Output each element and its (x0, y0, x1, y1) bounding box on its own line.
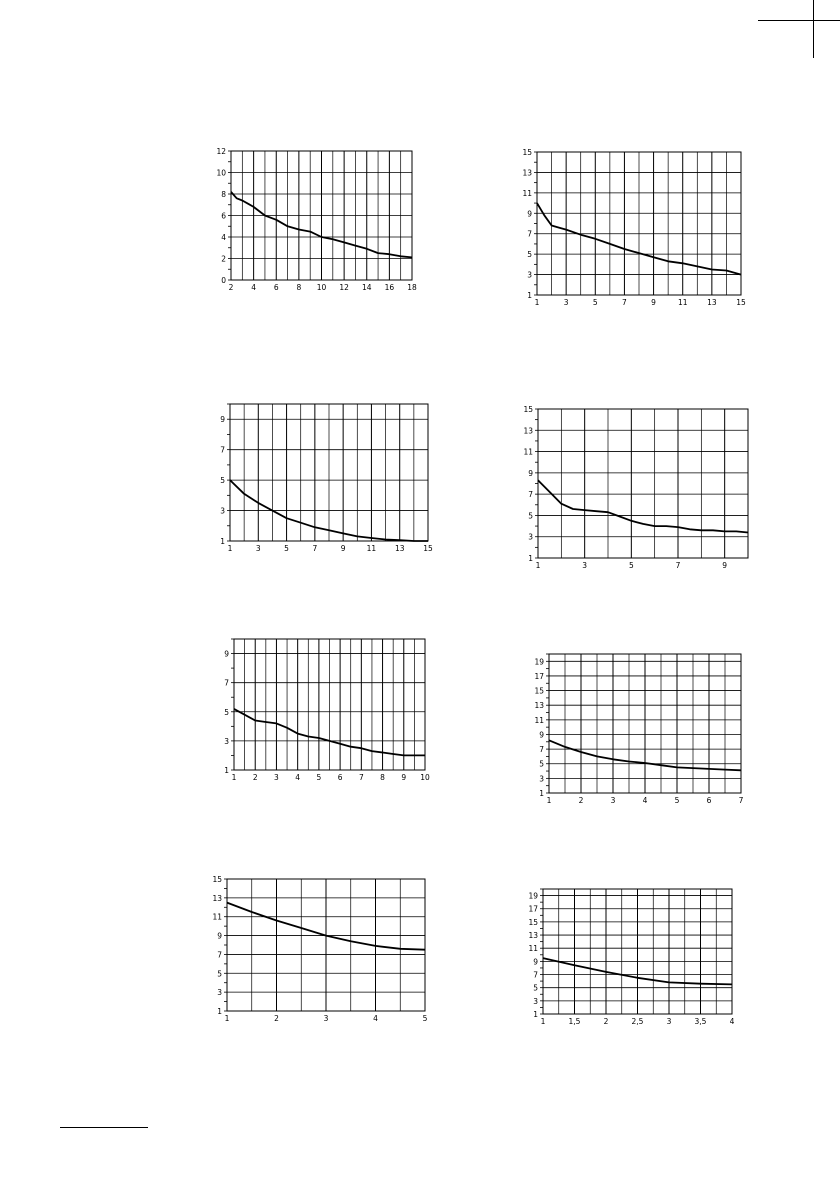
x-tick-label: 6 (337, 773, 343, 782)
y-tick-label: 1 (224, 766, 229, 775)
x-tick-label: 4 (642, 796, 648, 805)
x-tick-label: 1,5 (568, 1017, 581, 1026)
y-tick-label: 11 (534, 715, 544, 725)
x-tick-label: 1 (535, 561, 541, 570)
x-tick-label: 16 (384, 283, 395, 292)
y-tick-label: 17 (534, 671, 544, 681)
x-tick-label: 4 (251, 283, 257, 292)
x-tick-label: 12 (339, 283, 349, 292)
chart-7 (210, 873, 435, 1035)
chart-4 (508, 403, 753, 576)
y-tick-label: 9 (528, 468, 533, 478)
y-tick-label: 3 (224, 736, 229, 746)
y-tick-label: 3 (528, 532, 533, 542)
x-tick-label: 3,5 (694, 1017, 707, 1026)
y-tick-label: 1 (533, 1010, 538, 1019)
y-tick-label: 5 (528, 511, 533, 521)
chart-1 (205, 145, 425, 300)
y-tick-label: 15 (212, 875, 222, 884)
chart-5 (215, 633, 435, 793)
x-tick-label: 7 (675, 561, 681, 570)
y-tick-label: 13 (522, 168, 532, 178)
y-tick-label: 15 (523, 405, 533, 414)
y-tick-label: 7 (217, 950, 222, 960)
x-tick-label: 1 (540, 1017, 546, 1026)
footer-rule (60, 1127, 148, 1128)
series-line (538, 480, 748, 532)
chart-2 (508, 146, 748, 318)
x-tick-label: 5 (284, 544, 289, 553)
x-tick-label: 5 (674, 796, 680, 805)
y-tick-label: 6 (221, 211, 226, 221)
y-tick-label: 1 (528, 554, 533, 563)
x-tick-label: 1 (224, 1014, 230, 1023)
y-tick-label: 7 (220, 445, 225, 455)
x-tick-label: 8 (296, 283, 302, 292)
y-tick-label: 7 (533, 970, 538, 980)
plot-frame (538, 409, 748, 558)
y-tick-label: 9 (220, 415, 225, 425)
y-tick-label: 3 (539, 774, 544, 784)
y-tick-label: 10 (216, 168, 226, 178)
y-tick-label: 7 (539, 745, 544, 755)
y-tick-label: 13 (523, 426, 533, 436)
y-tick-label: 3 (220, 506, 225, 516)
x-tick-label: 10 (316, 283, 327, 292)
y-tick-label: 3 (217, 988, 222, 998)
y-tick-label: 4 (221, 233, 226, 242)
y-tick-label: 5 (539, 759, 544, 769)
y-tick-label: 5 (533, 983, 538, 993)
y-tick-label: 9 (533, 957, 538, 967)
chart-6 (522, 648, 747, 808)
x-tick-label: 5 (422, 1014, 428, 1023)
x-tick-label: 3 (323, 1014, 329, 1023)
x-tick-label: 5 (592, 298, 598, 307)
y-tick-label: 13 (212, 893, 222, 903)
x-tick-label: 2 (603, 1017, 609, 1026)
x-tick-label: 3 (563, 298, 569, 307)
y-tick-label: 1 (217, 1007, 222, 1016)
x-tick-label: 5 (316, 773, 322, 782)
x-tick-label: 7 (738, 796, 744, 805)
y-tick-label: 9 (217, 931, 222, 941)
x-tick-label: 2 (252, 773, 258, 782)
corner-mark-horizontal (758, 20, 840, 21)
x-tick-label: 6 (706, 796, 712, 805)
y-tick-label: 15 (522, 148, 532, 157)
y-tick-label: 0 (221, 276, 226, 285)
y-tick-label: 9 (539, 730, 544, 740)
x-tick-label: 1 (546, 796, 552, 805)
corner-mark-vertical (813, 0, 814, 58)
x-tick-label: 15 (423, 544, 433, 553)
x-tick-label: 4 (295, 773, 301, 782)
x-tick-label: 4 (373, 1014, 378, 1023)
y-tick-label: 19 (528, 891, 538, 901)
y-tick-label: 1 (220, 537, 225, 546)
x-tick-label: 2 (228, 283, 234, 292)
y-tick-label: 5 (217, 969, 222, 979)
x-tick-label: 3 (666, 1017, 672, 1026)
y-tick-label: 9 (224, 649, 229, 659)
x-tick-label: 7 (358, 773, 364, 782)
y-tick-label: 1 (539, 789, 544, 798)
x-tick-label: 2 (274, 1014, 279, 1023)
chart-3 (210, 398, 435, 563)
x-tick-label: 2 (578, 796, 584, 805)
x-tick-label: 15 (736, 298, 746, 307)
y-tick-label: 15 (534, 686, 544, 696)
y-tick-label: 1 (527, 291, 532, 300)
x-tick-label: 11 (677, 298, 688, 307)
chart-8 (517, 883, 742, 1038)
x-tick-label: 9 (340, 544, 346, 553)
y-tick-label: 9 (527, 209, 532, 219)
y-tick-label: 11 (523, 447, 533, 457)
x-tick-label: 7 (622, 298, 627, 307)
y-tick-label: 11 (212, 912, 222, 922)
x-tick-label: 1 (231, 773, 237, 782)
x-tick-label: 3 (274, 773, 279, 782)
y-tick-label: 7 (527, 229, 532, 239)
x-tick-label: 3 (610, 796, 616, 805)
y-tick-label: 15 (528, 917, 538, 927)
x-tick-label: 1 (227, 544, 233, 553)
y-tick-label: 7 (224, 678, 229, 688)
x-tick-label: 7 (312, 544, 318, 553)
x-tick-label: 1 (534, 298, 540, 307)
y-tick-label: 8 (221, 190, 226, 199)
x-tick-label: 3 (582, 561, 588, 570)
y-tick-label: 13 (534, 701, 544, 711)
y-tick-label: 19 (534, 657, 544, 667)
y-tick-label: 12 (216, 147, 226, 156)
y-tick-label: 17 (528, 904, 538, 914)
y-tick-label: 11 (522, 188, 532, 198)
y-tick-label: 3 (533, 996, 538, 1006)
x-tick-label: 11 (366, 544, 377, 553)
x-tick-label: 13 (394, 544, 405, 553)
x-tick-label: 13 (707, 298, 717, 307)
x-tick-label: 4 (729, 1017, 735, 1026)
y-tick-label: 13 (528, 931, 538, 941)
x-tick-label: 18 (407, 283, 417, 292)
x-tick-label: 5 (628, 561, 634, 570)
x-tick-label: 9 (722, 561, 728, 570)
x-tick-label: 9 (651, 298, 656, 307)
x-tick-label: 8 (380, 773, 385, 782)
y-tick-label: 5 (527, 250, 532, 260)
y-tick-label: 5 (224, 707, 229, 717)
y-tick-label: 5 (220, 476, 225, 486)
y-tick-label: 3 (527, 270, 532, 280)
y-tick-label: 7 (528, 490, 533, 500)
x-tick-label: 6 (273, 283, 279, 292)
x-tick-label: 14 (361, 283, 372, 292)
x-tick-label: 3 (255, 544, 261, 553)
x-tick-label: 10 (420, 773, 430, 782)
x-tick-label: 2,5 (631, 1017, 644, 1026)
y-tick-label: 2 (221, 254, 226, 264)
x-tick-label: 9 (401, 773, 407, 782)
y-tick-label: 11 (528, 944, 538, 954)
